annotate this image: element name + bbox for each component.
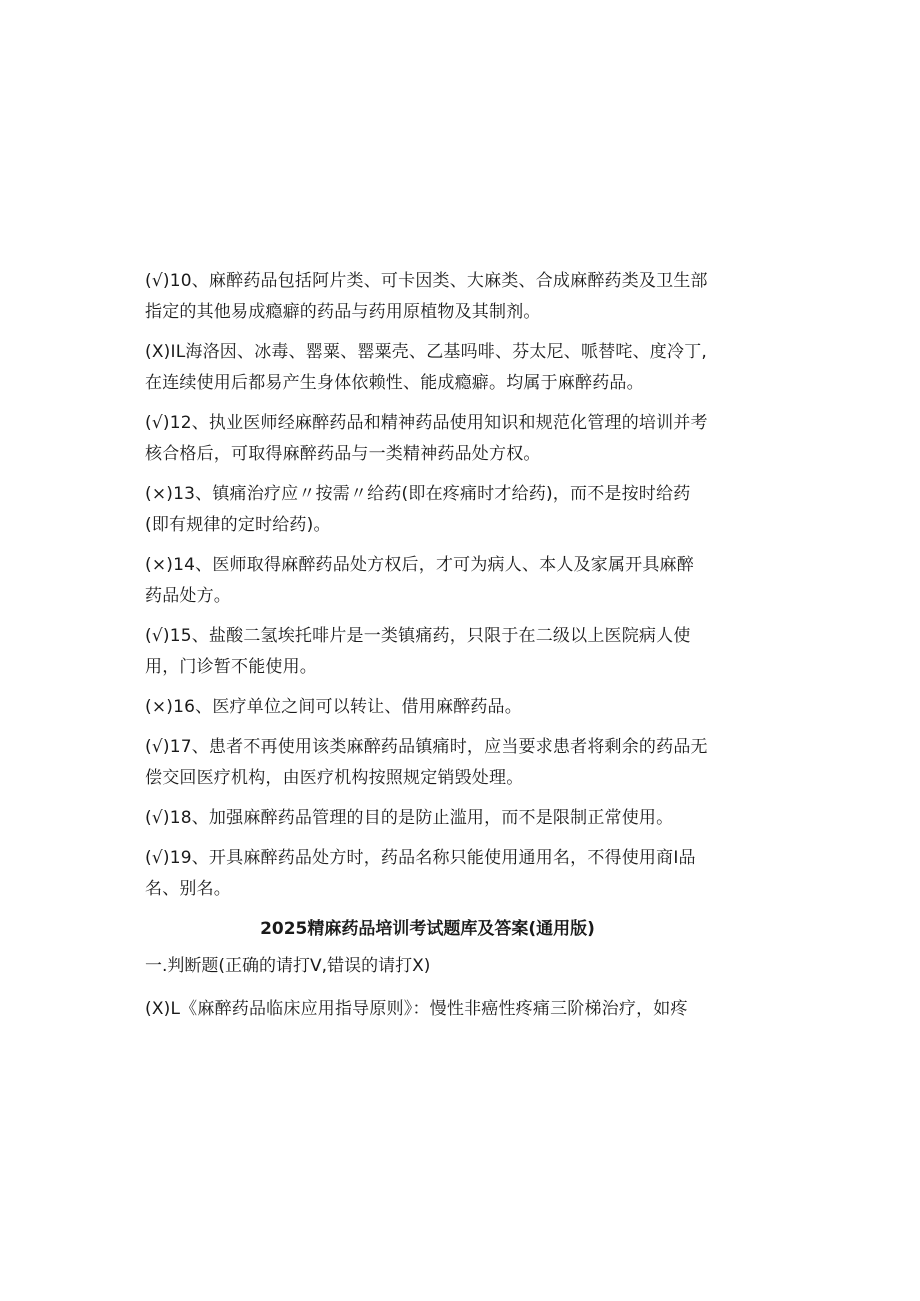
question-item-19: (√)19、开具麻醉药品处方时，药品名称只能使用通用名，不得使用商I品名、别名。 xyxy=(145,848,696,899)
question-item-1: (X)L《麻醉药品临床应用指导原则》：慢性非癌性疼痛三阶梯治疗，如疼 xyxy=(145,999,688,1019)
question-item-13: (×)13、镇痛治疗应〃按需〃给药(即在疼痛时才给药)，而不是按时给药(即有规律的定时给药)。 xyxy=(145,484,691,535)
question-item-15: (√)15、盐酸二氢埃托啡片是一类镇痛药，只限于在二级以上医院病人使用，门诊暂不能使用。 xyxy=(145,626,691,677)
section-heading: 一.判断题(正确的请打V,错误的请打X) xyxy=(145,956,431,976)
question-item-10: (√)10、麻醉药品包括阿片类、可卡因类、大麻类、合成麻醉药类及卫生部指定的其他易成瘾癖的药品与药用原植物及其制剂。 xyxy=(145,271,708,322)
question-item-16: (×)16、医疗单位之间可以转让、借用麻醉药品。 xyxy=(145,697,522,717)
question-item-11: (X)IL海洛因、冰毒、罂粟、罂粟壳、乙基吗啡、芬太尼、哌替咤、度冷丁,在连续使用后都易产生身体依赖性、能成瘾癖。均属于麻醉药品。 xyxy=(145,342,707,393)
question-item-17: (√)17、患者不再使用该类麻醉药品镇痛时，应当要求患者将剩余的药品无偿交回医疗机构，由医疗机构按照规定销毁处理。 xyxy=(145,737,708,788)
question-item-14: (×)14、医师取得麻醉药品处方权后，才可为病人、本人及家属开具麻醉药品处方。 xyxy=(145,555,694,606)
question-item-18: (√)18、加强麻醉药品管理的目的是防止滥用，而不是限制正常使用。 xyxy=(145,808,674,828)
question-item-12: (√)12、执业医师经麻醉药品和精神药品使用知识和规范化管理的培训并考核合格后，可取得麻醉药品与一类精神药品处方权。 xyxy=(145,413,708,464)
document-title: 2025精麻药品培训考试题库及答案(通用版) xyxy=(260,919,595,939)
document-page xyxy=(145,266,710,1034)
